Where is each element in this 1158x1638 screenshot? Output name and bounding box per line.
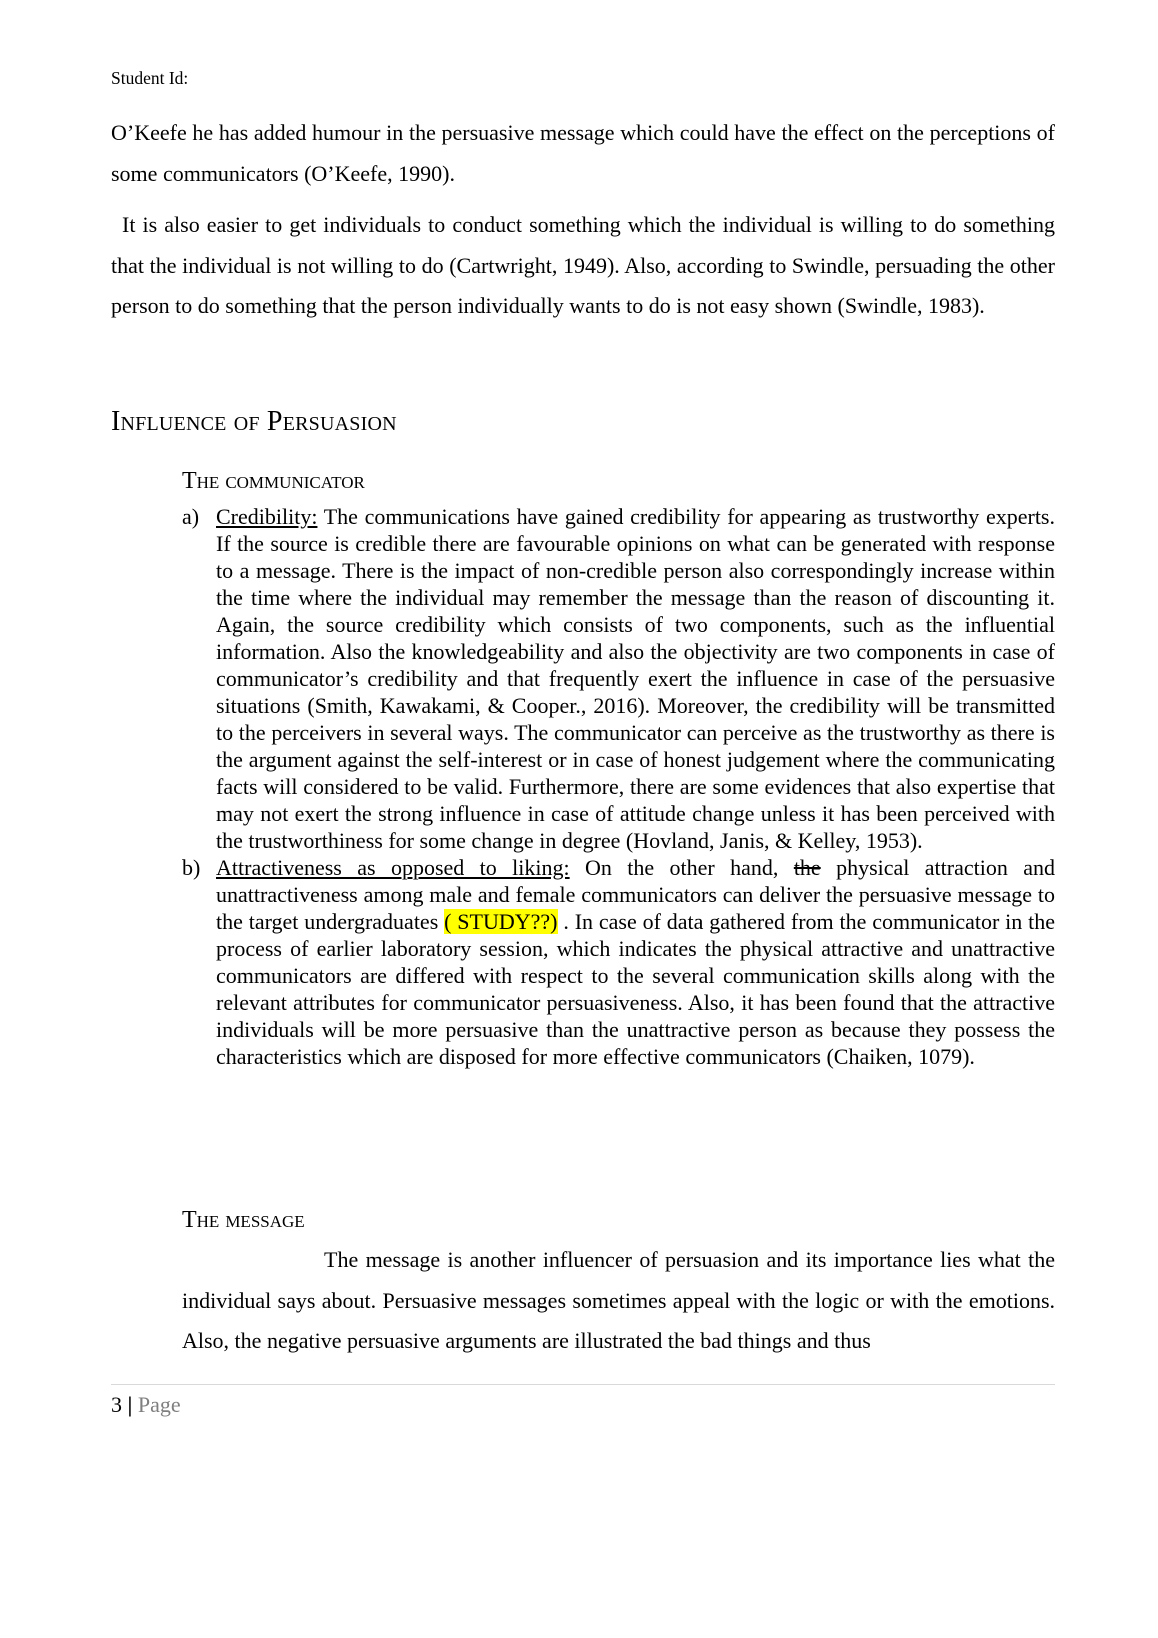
attractiveness-label: Attractiveness as opposed to liking: [216, 855, 570, 880]
attractiveness-text-3: . In case of data gathered from the communicator in the process of earlier laboratory session, which indicates the physical attractive and unattractive communicators are differed with respect to the several communication skills along with the relevant attributes for communicator persuasiveness. Also, it has been found that the attractive individuals will be more persuasive than the unattractive person as because they possess the characteristics which are disposed for more effective communicators (Chaiken, 1079). [216, 909, 1055, 1069]
paragraph-message: The message is another influencer of persuasion and its importance lies what the individual says about. Persuasive messages sometimes appeal with the logic or with the emotions. Also, the negative persuasive arguments are illustrated the bad things and thus [182, 1247, 1055, 1353]
attractiveness-text-1: On the other hand, [569, 855, 794, 880]
credibility-label: Credibility: [216, 504, 318, 529]
paragraph-cartwright-text: It is also easier to get individuals to conduct something which the individual is willing to do something that the individual is not willing to do (Cartwright, 1949). Also, according to Swindle, persuading the other person to do something that the person individually wants to do is not easy shown (Swindle, 1983). [111, 212, 1055, 318]
list-item-attractiveness [182, 854, 1055, 1070]
struck-word: the [793, 855, 821, 880]
highlighted-study-note: ( STUDY??) [444, 909, 558, 934]
list-item-credibility [182, 503, 1055, 854]
page-label: Page [137, 1392, 181, 1417]
paragraph-okeefe: O’Keefe he has added humour in the persuasive message which could have the effect on the perceptions of some communicators (O’Keefe, 1990). [111, 120, 1055, 186]
heading-influence-of-persuasion: Influence of Persuasion [111, 406, 397, 437]
communicator-list [182, 503, 1055, 1070]
credibility-text: The communications have gained credibility for appearing as trustworthy experts. If the source is credible there are favourable opinions on what can be generated with response to a message. There is the impact of non-credible person also correspondingly increase within the time where the individual may remember the message than the reason of discounting it. Again, the source credibility which consists of two components, such as the influential information. Also the knowledgeability and also the objectivity are two components in case of communicator’s credibility and that frequently exert the influence in case of the persuasive situations (Smith, Kawakami, & Cooper., 2016). Moreover, the credibility will be transmitted to the perceivers in several ways. The communicator can perceive as the trustworthy as there is the argument against the self-interest or in case of honest judgement where the communicating facts will considered to be valid. Furthermore, there are some evidences that also expertise that may not exert the strong influence in case of attitude change unless it has been perceived with the trustworthiness for some change in degree (Hovland, Janis, & Kelley, 1953). [216, 504, 1055, 853]
list-marker: b) [182, 855, 201, 880]
attractiveness-text-2: physical attraction and unattractiveness among male and female communicators can deliver the persuasive message to the target undergraduates [216, 855, 1056, 934]
footer-separator: | [127, 1392, 133, 1417]
heading-the-communicator: The communicator [182, 468, 365, 494]
footer-divider [111, 1384, 1055, 1385]
list-marker: a) [182, 504, 200, 529]
page-footer [111, 1390, 181, 1420]
student-id-header: Student Id: [111, 68, 189, 88]
heading-the-message: The message [182, 1207, 305, 1233]
paragraph-cartwright [111, 205, 1055, 327]
page-number: 3 [111, 1392, 122, 1417]
